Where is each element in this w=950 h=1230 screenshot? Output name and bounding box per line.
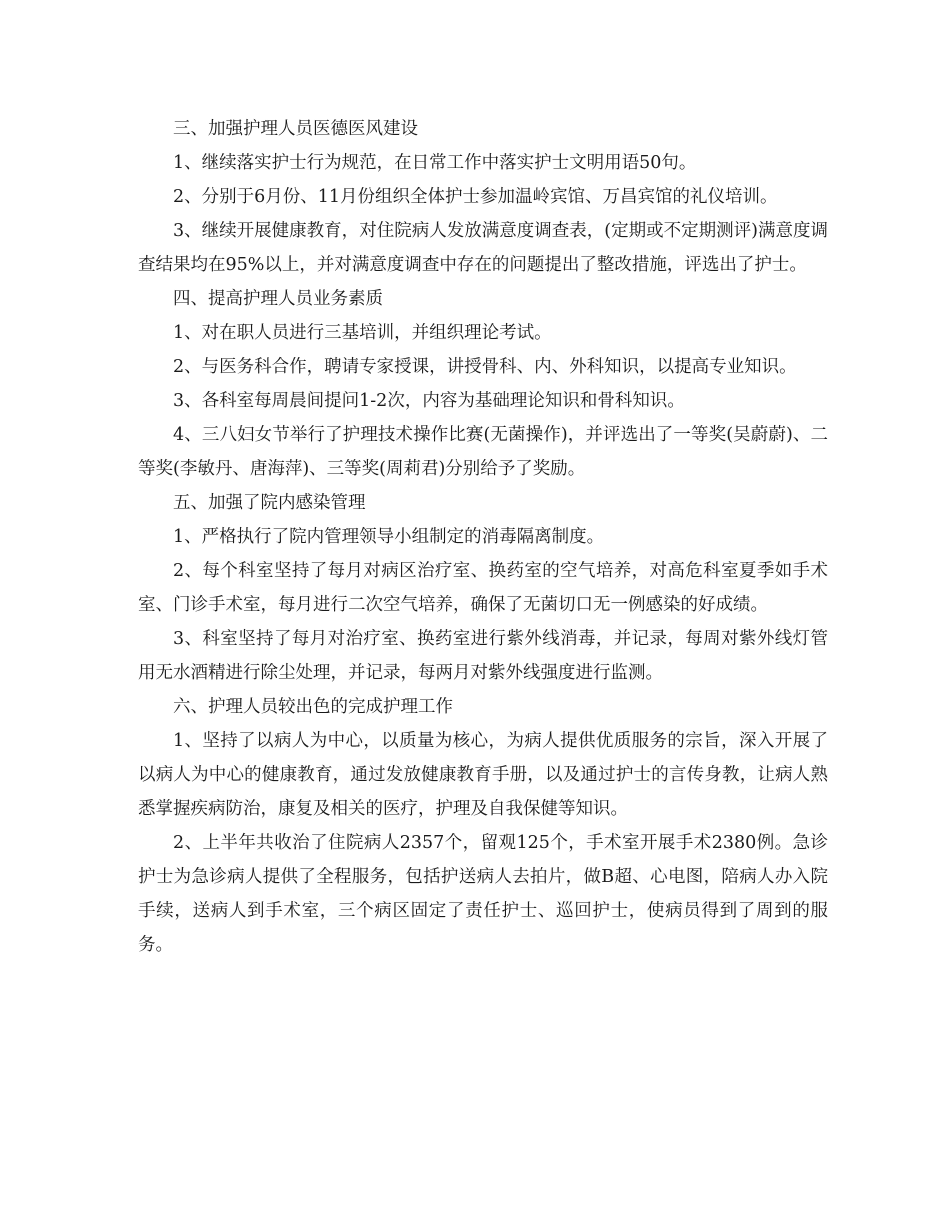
section-heading-6: 六、护理人员较出色的完成护理工作 bbox=[173, 697, 453, 717]
paragraph: 1、继续落实护士行为规范，在日常工作中落实护士文明用语50句。 bbox=[173, 153, 697, 173]
section-heading-5: 五、加强了院内感染管理 bbox=[173, 493, 366, 513]
paragraph: 2、分别于6月份、11月份组织全体护士参加温岭宾馆、万昌宾馆的礼仪培训。 bbox=[173, 187, 778, 207]
paragraph: 2、每个科室坚持了每月对病区治疗室、换药室的空气培养，对高危科室夏季如手术室、门诊手术室，每月进行二次空气培养，确保了无菌切口无一例感染的好成绩。 bbox=[138, 561, 828, 615]
document-body bbox=[138, 112, 828, 962]
paragraph: 1、坚持了以病人为中心，以质量为核心，为病人提供优质服务的宗旨，深入开展了以病人为中心的健康教育，通过发放健康教育手册，以及通过护士的言传身教，让病人熟悉掌握疾病防治，康复及相关的医疗，护理及自我保健等知识。 bbox=[138, 731, 828, 819]
section-heading-4: 四、提高护理人员业务素质 bbox=[173, 289, 383, 309]
paragraph: 4、三八妇女节举行了护理技术操作比赛(无菌操作)，并评选出了一等奖(吴蔚蔚)、二等奖(李敏丹、唐海萍)、三等奖(周莉君)分别给予了奖励。 bbox=[138, 425, 828, 479]
section-heading-3: 三、加强护理人员医德医风建设 bbox=[173, 119, 418, 139]
paragraph: 3、继续开展健康教育，对住院病人发放满意度调查表，(定期或不定期测评)满意度调查结果均在95%以上，并对满意度调查中存在的问题提出了整改措施，评选出了护士。 bbox=[138, 221, 828, 275]
paragraph: 2、与医务科合作，聘请专家授课，讲授骨科、内、外科知识，以提高专业知识。 bbox=[173, 357, 797, 377]
paragraph: 1、对在职人员进行三基培训，并组织理论考试。 bbox=[173, 323, 552, 343]
paragraph: 3、各科室每周晨间提问1-2次，内容为基础理论知识和骨科知识。 bbox=[173, 391, 685, 411]
paragraph: 1、严格执行了院内管理领导小组制定的消毒隔离制度。 bbox=[173, 527, 605, 547]
paragraph: 2、上半年共收治了住院病人2357个，留观125个，手术室开展手术2380例。急诊护士为急诊病人提供了全程服务，包括护送病人去拍片，做B超、心电图，陪病人办入院手续，送病人到手术室，三个病区固定了责任护士、巡回护士，使病员得到了周到的服务。 bbox=[138, 833, 828, 955]
paragraph: 3、科室坚持了每月对治疗室、换药室进行紫外线消毒，并记录，每周对紫外线灯管用无水酒精进行除尘处理，并记录，每两月对紫外线强度进行监测。 bbox=[138, 629, 828, 683]
